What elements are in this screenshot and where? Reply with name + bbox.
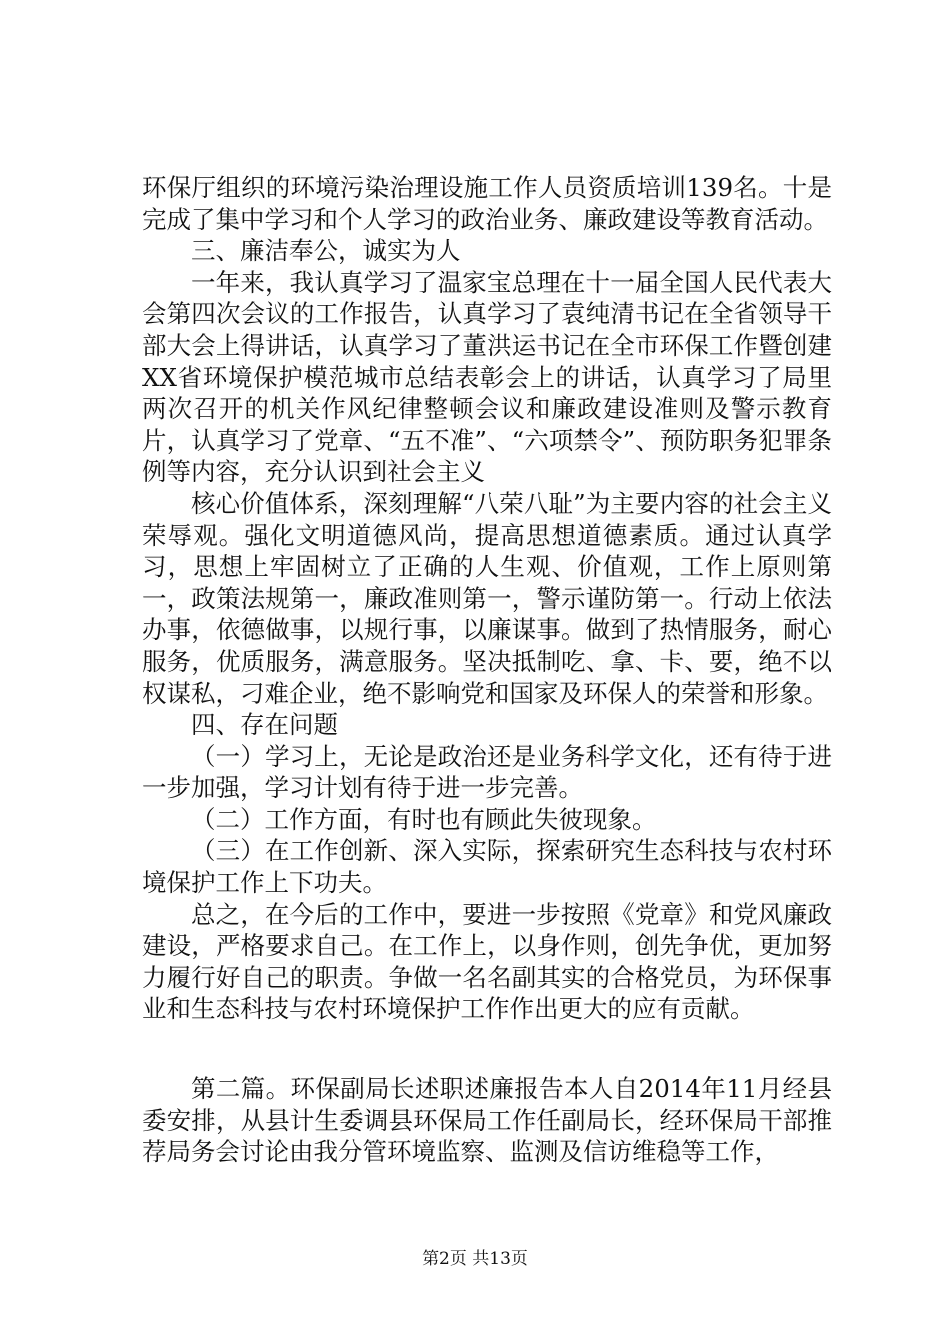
paragraph-second-article: 第二篇。环保副局长述职述廉报告本人自2014年11月经县委安排，从县计生委调县环保局工作任副局长，经环保局干部推荐局务会讨论由我分管环境监察、监测及信访维稳等工作， <box>142 1074 832 1167</box>
paragraph-problem-2: （二）工作方面，有时也有顾此失彼现象。 <box>191 804 657 834</box>
paragraph-problem-3: （三）在工作创新、深入实际，探索研究生态科技与农村环境保护工作上下功夫。 <box>142 836 832 898</box>
paragraph-study: 一年来，我认真学习了温家宝总理在十一届全国人民代表大会第四次会议的工作报告，认真学习了袁纯清书记在全省领导干部大会上得讲话，认真学习了董洪运书记在全市环保工作暨创建XX省环境保护模范城市总结表彰会上的讲话，认真学习了局里两次召开的机关作风纪律整顿会议和廉政建设准则及警示教育片，认真学习了党章、“五不准”、“六项禁令”、预防职务犯罪条例等内容，充分认识到社会主义 <box>142 267 832 487</box>
section-gap <box>142 1025 832 1073</box>
page-number-footer: 第2页 共13页 <box>422 1249 528 1269</box>
section-heading-integrity: 三、廉洁奉公，诚实为人 <box>191 236 461 266</box>
paragraph-continuation: 环保厅组织的环境污染治理设施工作人员资质培训139名。十是完成了集中学习和个人学习的政治业务、廉政建设等教育活动。 <box>142 173 832 234</box>
section-heading-problems: 四、存在问题 <box>191 710 338 740</box>
document-body <box>142 172 832 1168</box>
paragraph-problem-1: （一）学习上，无论是政治还是业务科学文化，还有待于进一步加强，学习计划有待于进一步完善。 <box>142 741 832 803</box>
paragraph-values: 核心价值体系，深刻理解“八荣八耻”为主要内容的社会主义荣辱观。强化文明道德风尚，提高思想道德素质。通过认真学习，思想上牢固树立了正确的人生观、价值观，工作上原则第一，政策法规第一，廉政准则第一，警示谨防第一。行动上依法办事，依德做事，以规行事，以廉谋事。做到了热情服务，耐心服务，优质服务，满意服务。坚决抵制吃、拿、卡、要，绝不以权谋私，刁难企业，绝不影响党和国家及环保人的荣誉和形象。 <box>142 488 832 708</box>
paragraph-conclusion: 总之，在今后的工作中，要进一步按照《党章》和党风廉政建设，严格要求自己。在工作上，以身作则，创先争优，更加努力履行好自己的职责。争做一名名副其实的合格党员，为环保事业和生态科技与农村环境保护工作作出更大的应有贡献。 <box>142 899 832 1024</box>
